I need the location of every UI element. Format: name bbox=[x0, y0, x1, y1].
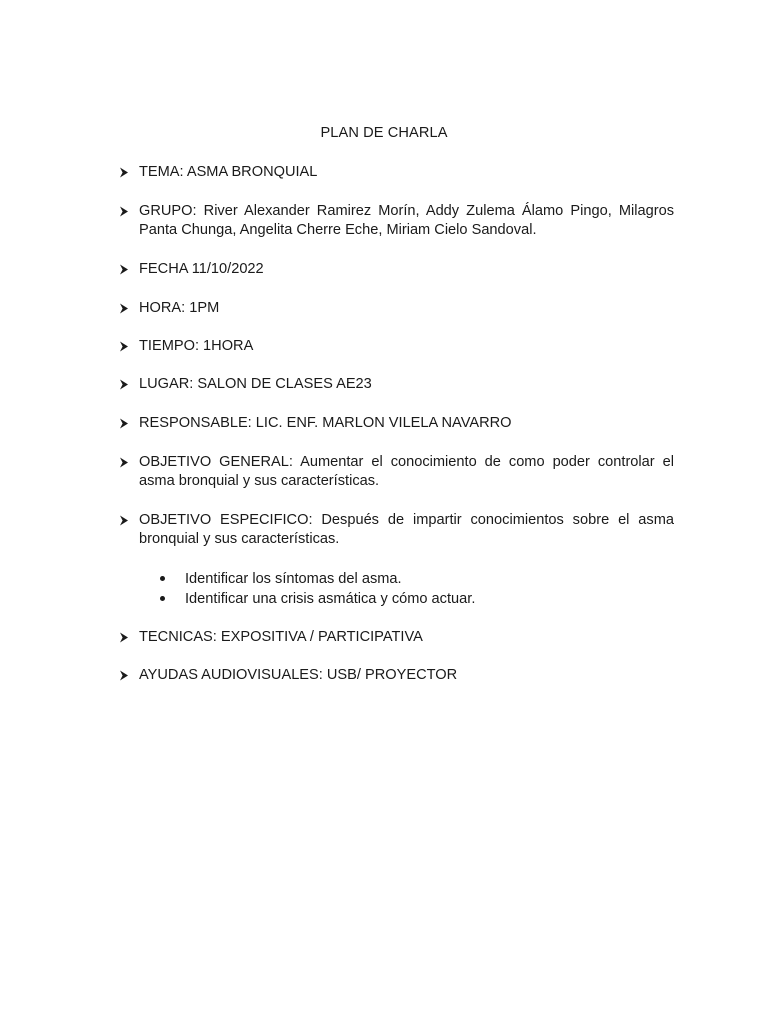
bullet-dot-icon bbox=[160, 576, 165, 581]
bullet-dot-icon bbox=[160, 596, 165, 601]
item-text: AYUDAS AUDIOVISUALES: USB/ PROYECTOR bbox=[139, 667, 458, 683]
sub-list-item bbox=[160, 569, 674, 589]
item-text: OBJETIVO GENERAL: Aumentar el conocimiento de como poder controlar el asma bronquial y sus características. bbox=[139, 454, 674, 489]
sub-list-item bbox=[160, 589, 674, 609]
arrow-bullet-icon bbox=[117, 260, 137, 279]
arrow-bullet-icon bbox=[117, 511, 137, 530]
item-text: RESPONSABLE: LIC. ENF. MARLON VILELA NAVARRO bbox=[139, 415, 512, 431]
list-item-hora bbox=[117, 299, 674, 318]
list-item-tiempo bbox=[117, 337, 674, 356]
arrow-bullet-icon bbox=[117, 453, 137, 472]
item-text: TECNICAS: EXPOSITIVA / PARTICIPATIVA bbox=[139, 629, 423, 645]
list-item-responsable bbox=[117, 414, 674, 433]
list-item-lugar bbox=[117, 375, 674, 394]
sub-bullet-list bbox=[160, 569, 674, 609]
document-title: PLAN DE CHARLA bbox=[320, 125, 448, 141]
item-text: TIEMPO: 1HORA bbox=[139, 338, 254, 354]
list-item-tecnicas bbox=[117, 628, 674, 647]
arrow-bullet-icon bbox=[117, 628, 137, 647]
list-item-objetivo-especifico bbox=[117, 511, 674, 549]
sub-item-text: Identificar los síntomas del asma. bbox=[185, 571, 402, 587]
arrow-bullet-icon bbox=[117, 299, 137, 318]
item-text: TEMA: ASMA BRONQUIAL bbox=[139, 164, 318, 180]
list-item-grupo bbox=[117, 202, 674, 240]
arrow-bullet-icon bbox=[117, 375, 137, 394]
item-text: HORA: 1PM bbox=[139, 300, 220, 316]
arrow-bullet-icon bbox=[117, 337, 137, 356]
item-text: OBJETIVO ESPECIFICO: Después de impartir conocimientos sobre el asma bronquial y sus características. bbox=[139, 512, 674, 547]
arrow-bullet-icon bbox=[117, 666, 137, 685]
list-item-ayudas-audiovisuales bbox=[117, 666, 674, 685]
list-item-fecha bbox=[117, 260, 674, 279]
arrow-bullet-icon bbox=[117, 414, 137, 433]
sub-item-text: Identificar una crisis asmática y cómo actuar. bbox=[185, 591, 476, 607]
item-text: GRUPO: River Alexander Ramirez Morín, Addy Zulema Álamo Pingo, Milagros Panta Chunga, Angelita Cherre Eche, Miriam Cielo Sandoval. bbox=[139, 203, 674, 238]
item-text: LUGAR: SALON DE CLASES AE23 bbox=[139, 376, 372, 392]
list-item-objetivo-general bbox=[117, 453, 674, 491]
item-text: FECHA 11/10/2022 bbox=[139, 261, 264, 277]
arrow-bullet-icon bbox=[117, 202, 137, 221]
arrow-bullet-icon bbox=[117, 163, 137, 182]
list-item-tema bbox=[117, 163, 674, 182]
